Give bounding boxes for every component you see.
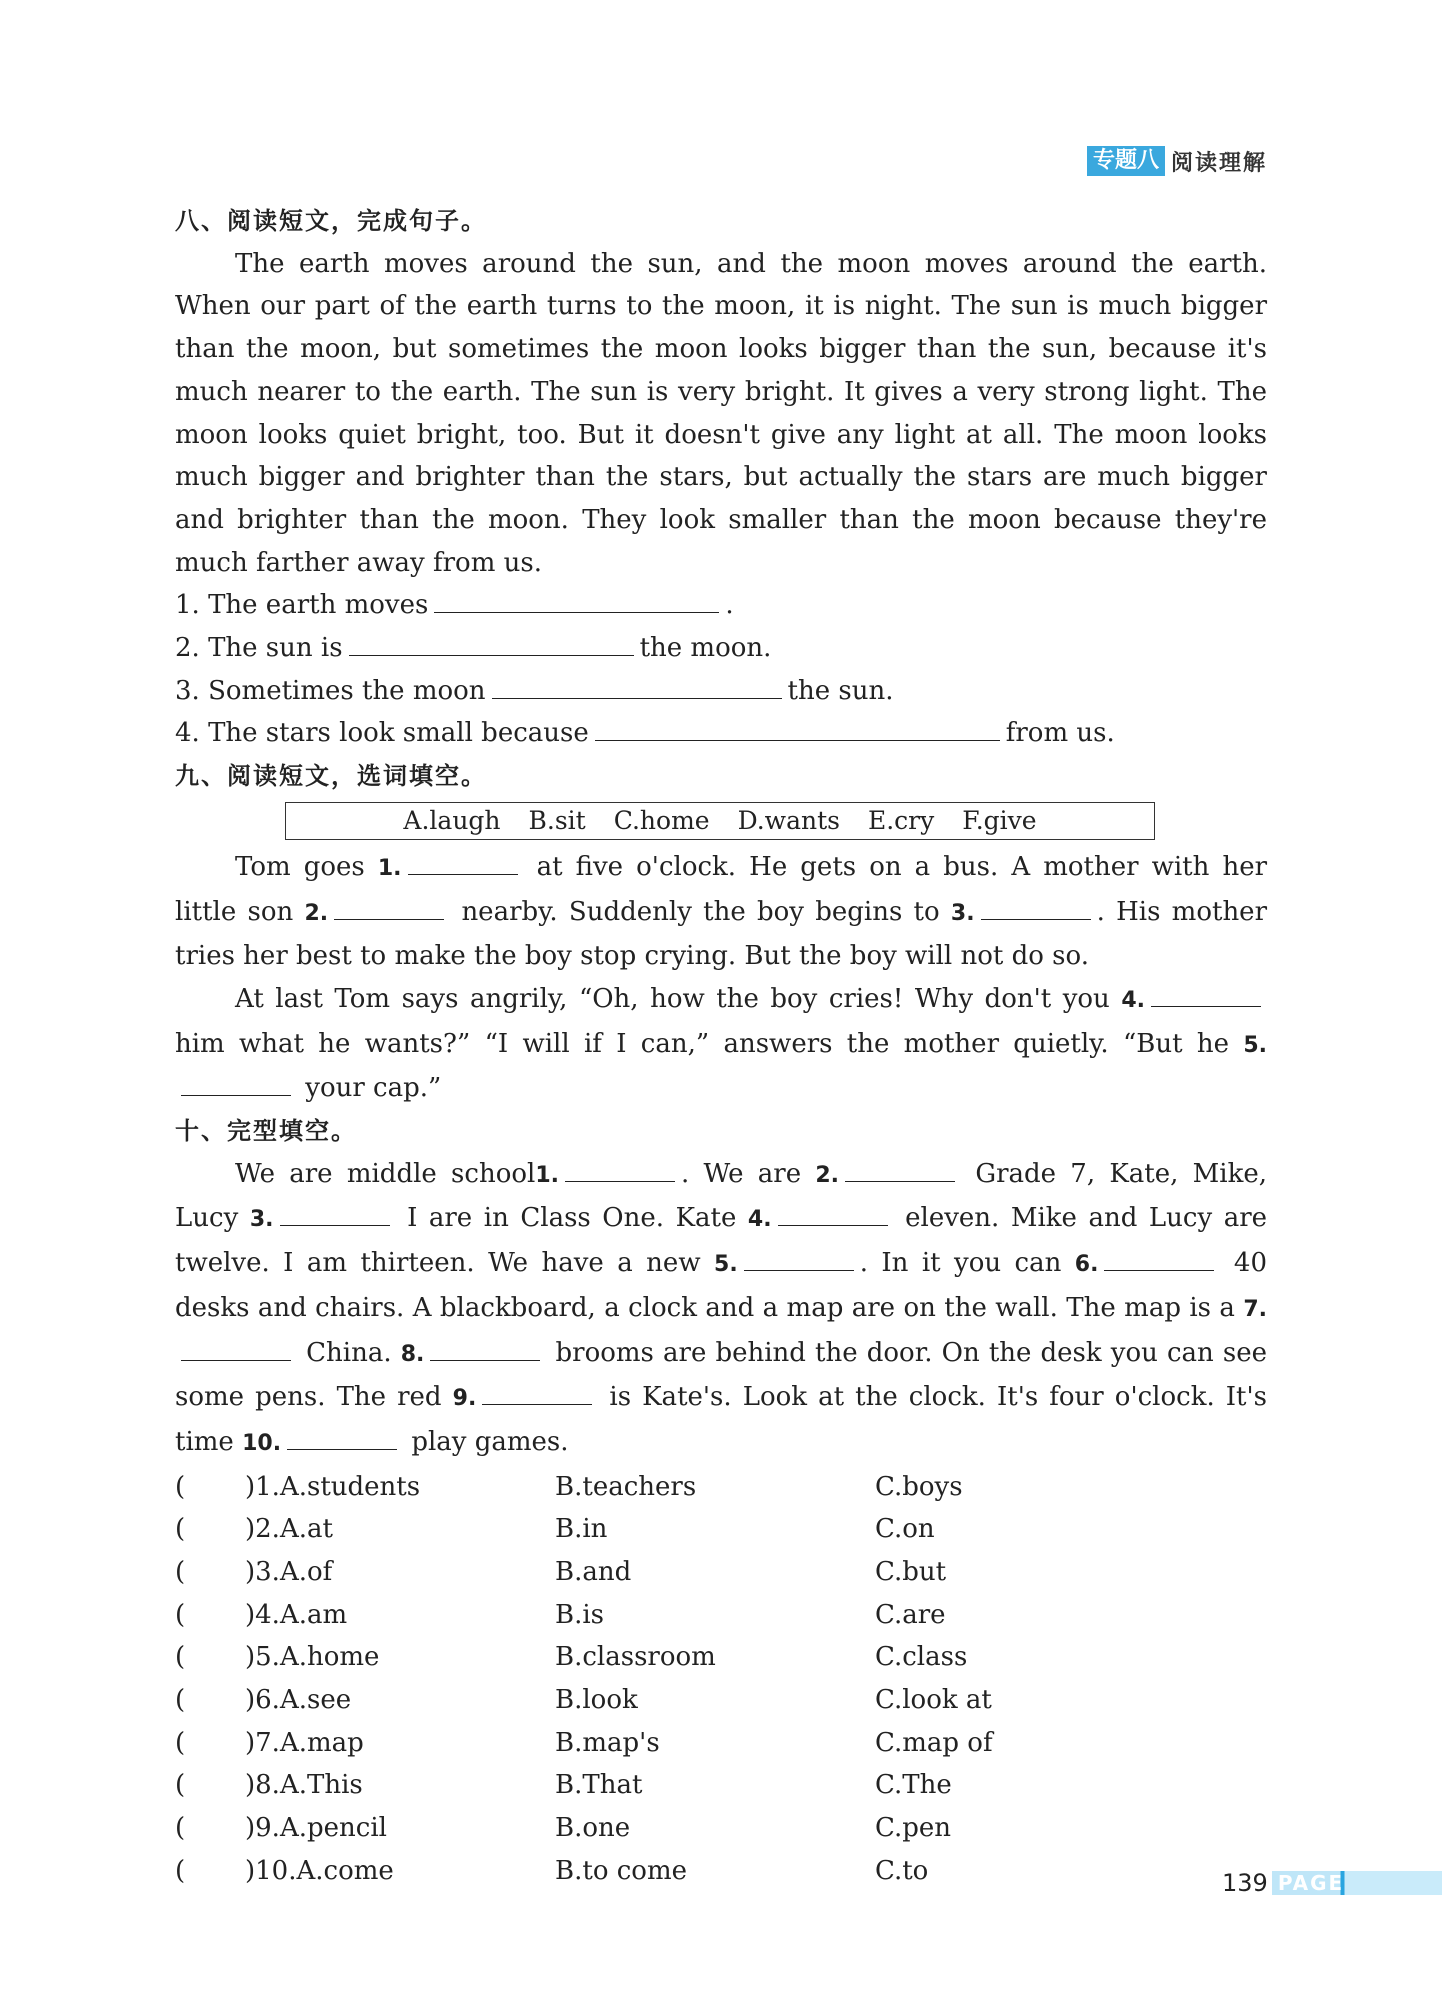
answer-blank[interactable] <box>434 584 719 613</box>
page-number: 139 <box>1222 1869 1268 1897</box>
answer-blank[interactable] <box>349 627 634 656</box>
topic-badge: 专题八 <box>1087 146 1165 176</box>
page-header <box>1087 146 1267 176</box>
choice-row: ( )8.A.This B.That C.The <box>175 1764 1267 1807</box>
answer-blank[interactable] <box>181 1332 291 1361</box>
answer-blank[interactable] <box>595 712 1000 741</box>
answer-paren[interactable]: ( <box>175 1813 186 1844</box>
page-footer <box>1222 1868 1442 1898</box>
answer-blank[interactable] <box>287 1421 397 1450</box>
answer-blank[interactable] <box>845 1153 955 1182</box>
section10-passage: We are middle school1. . We are 2. Grade 7, Kate, Mike, Lucy 3. I are in Class One. Kate 4. eleven. Mike and Lucy are twelve. I am thirteen. We have a new 5. . In it you can 6. 40 desks and chairs. A blackboard, a clock and a map are on the wall. The map is a 7. China. 8. brooms are behind the door. On the desk you can see some pens. The red 9. is Kate's. Look at the clock. It's four o'clock. It's time 10. play games. <box>175 1153 1267 1466</box>
choice-row: ( )3.A.of B.and C.but <box>175 1551 1267 1594</box>
answer-blank[interactable] <box>1151 978 1261 1007</box>
answer-paren[interactable]: ( <box>175 1642 186 1673</box>
choice-row: ( )9.A.pencil B.one C.pen <box>175 1807 1267 1850</box>
answer-blank[interactable] <box>778 1197 888 1226</box>
answer-paren[interactable]: ( <box>175 1685 186 1716</box>
choice-row: ( )5.A.home B.classroom C.class <box>175 1636 1267 1679</box>
answer-paren[interactable]: ( <box>175 1599 186 1630</box>
section8-question-1: 1. The earth moves . <box>175 584 1267 627</box>
section8-passage: The earth moves around the sun, and the moon moves around the earth. When our part of the earth turns to the moon, it is night. The sun is much bigger than the moon, but sometimes the moon looks bigger than the sun, because it's much nearer to the earth. The sun is very bright. It gives a very strong light. The moon looks quiet bright, too. But it doesn't give any light at all. The moon looks much bigger and brighter than the stars, but actually the stars are much bigger and brighter than the moon. They look smaller than the moon because they're much farther away from us. <box>175 248 1267 578</box>
choice-row: ( )6.A.see B.look C.look at <box>175 1679 1267 1722</box>
answer-blank[interactable] <box>565 1153 675 1182</box>
word-bank-item: E.cry <box>867 805 935 835</box>
answer-paren[interactable]: ( <box>175 1770 186 1801</box>
section9-paragraph-1: Tom goes 1. at five o'clock. He gets on a bus. A mother with her little son 2. nearby. Suddenly the boy begins to 3. . His mother tries her best to make the boy stop crying. But the boy will not do so. <box>175 846 1267 978</box>
answer-paren[interactable]: ( <box>175 1727 186 1758</box>
answer-blank[interactable] <box>744 1242 854 1271</box>
word-bank-item: D.wants <box>737 805 840 835</box>
answer-paren[interactable]: ( <box>175 1471 186 1502</box>
answer-blank[interactable] <box>280 1197 390 1226</box>
section8-question-2: 2. The sun is the moon. <box>175 627 1267 670</box>
answer-blank[interactable] <box>1104 1242 1214 1271</box>
answer-blank[interactable] <box>430 1332 540 1361</box>
choice-row: ( )2.A.at B.in C.on <box>175 1508 1267 1551</box>
answer-blank[interactable] <box>181 1067 291 1096</box>
section8-question-3: 3. Sometimes the moon the sun. <box>175 670 1267 713</box>
answer-paren[interactable]: ( <box>175 1855 186 1886</box>
word-bank-item: C.home <box>613 805 710 835</box>
answer-blank[interactable] <box>492 670 782 699</box>
word-bank <box>285 802 1155 840</box>
section10-heading: 十、完型填空。 <box>175 1117 357 1146</box>
choice-list <box>175 1466 1267 1893</box>
page-bar <box>1272 1871 1442 1895</box>
page-label: PAGE <box>1277 1871 1345 1895</box>
section8-question-4: 4. The stars look small because from us. <box>175 712 1267 755</box>
answer-paren[interactable]: ( <box>175 1557 186 1588</box>
answer-blank[interactable] <box>334 891 444 920</box>
word-bank-item: F.give <box>962 805 1037 835</box>
choice-row: ( )10.A.come B.to come C.to <box>175 1850 1267 1893</box>
word-bank-item: A.laugh <box>403 805 501 835</box>
answer-paren[interactable]: ( <box>175 1514 186 1545</box>
section9-paragraph-2: At last Tom says angrily, “Oh, how the boy cries! Why don't you 4. him what he wants?” “I will if I can,” answers the mother quietly. “But he 5. your cap.” <box>175 978 1267 1110</box>
answer-blank[interactable] <box>981 891 1091 920</box>
section9-heading: 九、阅读短文，选词填空。 <box>175 762 487 791</box>
answer-blank[interactable] <box>482 1376 592 1405</box>
worksheet-content <box>175 200 1267 1893</box>
choice-row: ( )4.A.am B.is C.are <box>175 1594 1267 1637</box>
choice-row: ( )1.A.students B.teachers C.boys <box>175 1466 1267 1509</box>
word-bank-item: B.sit <box>528 805 586 835</box>
choice-row: ( )7.A.map B.map's C.map of <box>175 1722 1267 1765</box>
topic-title: 阅读理解 <box>1170 150 1267 176</box>
answer-blank[interactable] <box>408 846 518 875</box>
section8-heading: 八、阅读短文，完成句子。 <box>175 207 487 235</box>
